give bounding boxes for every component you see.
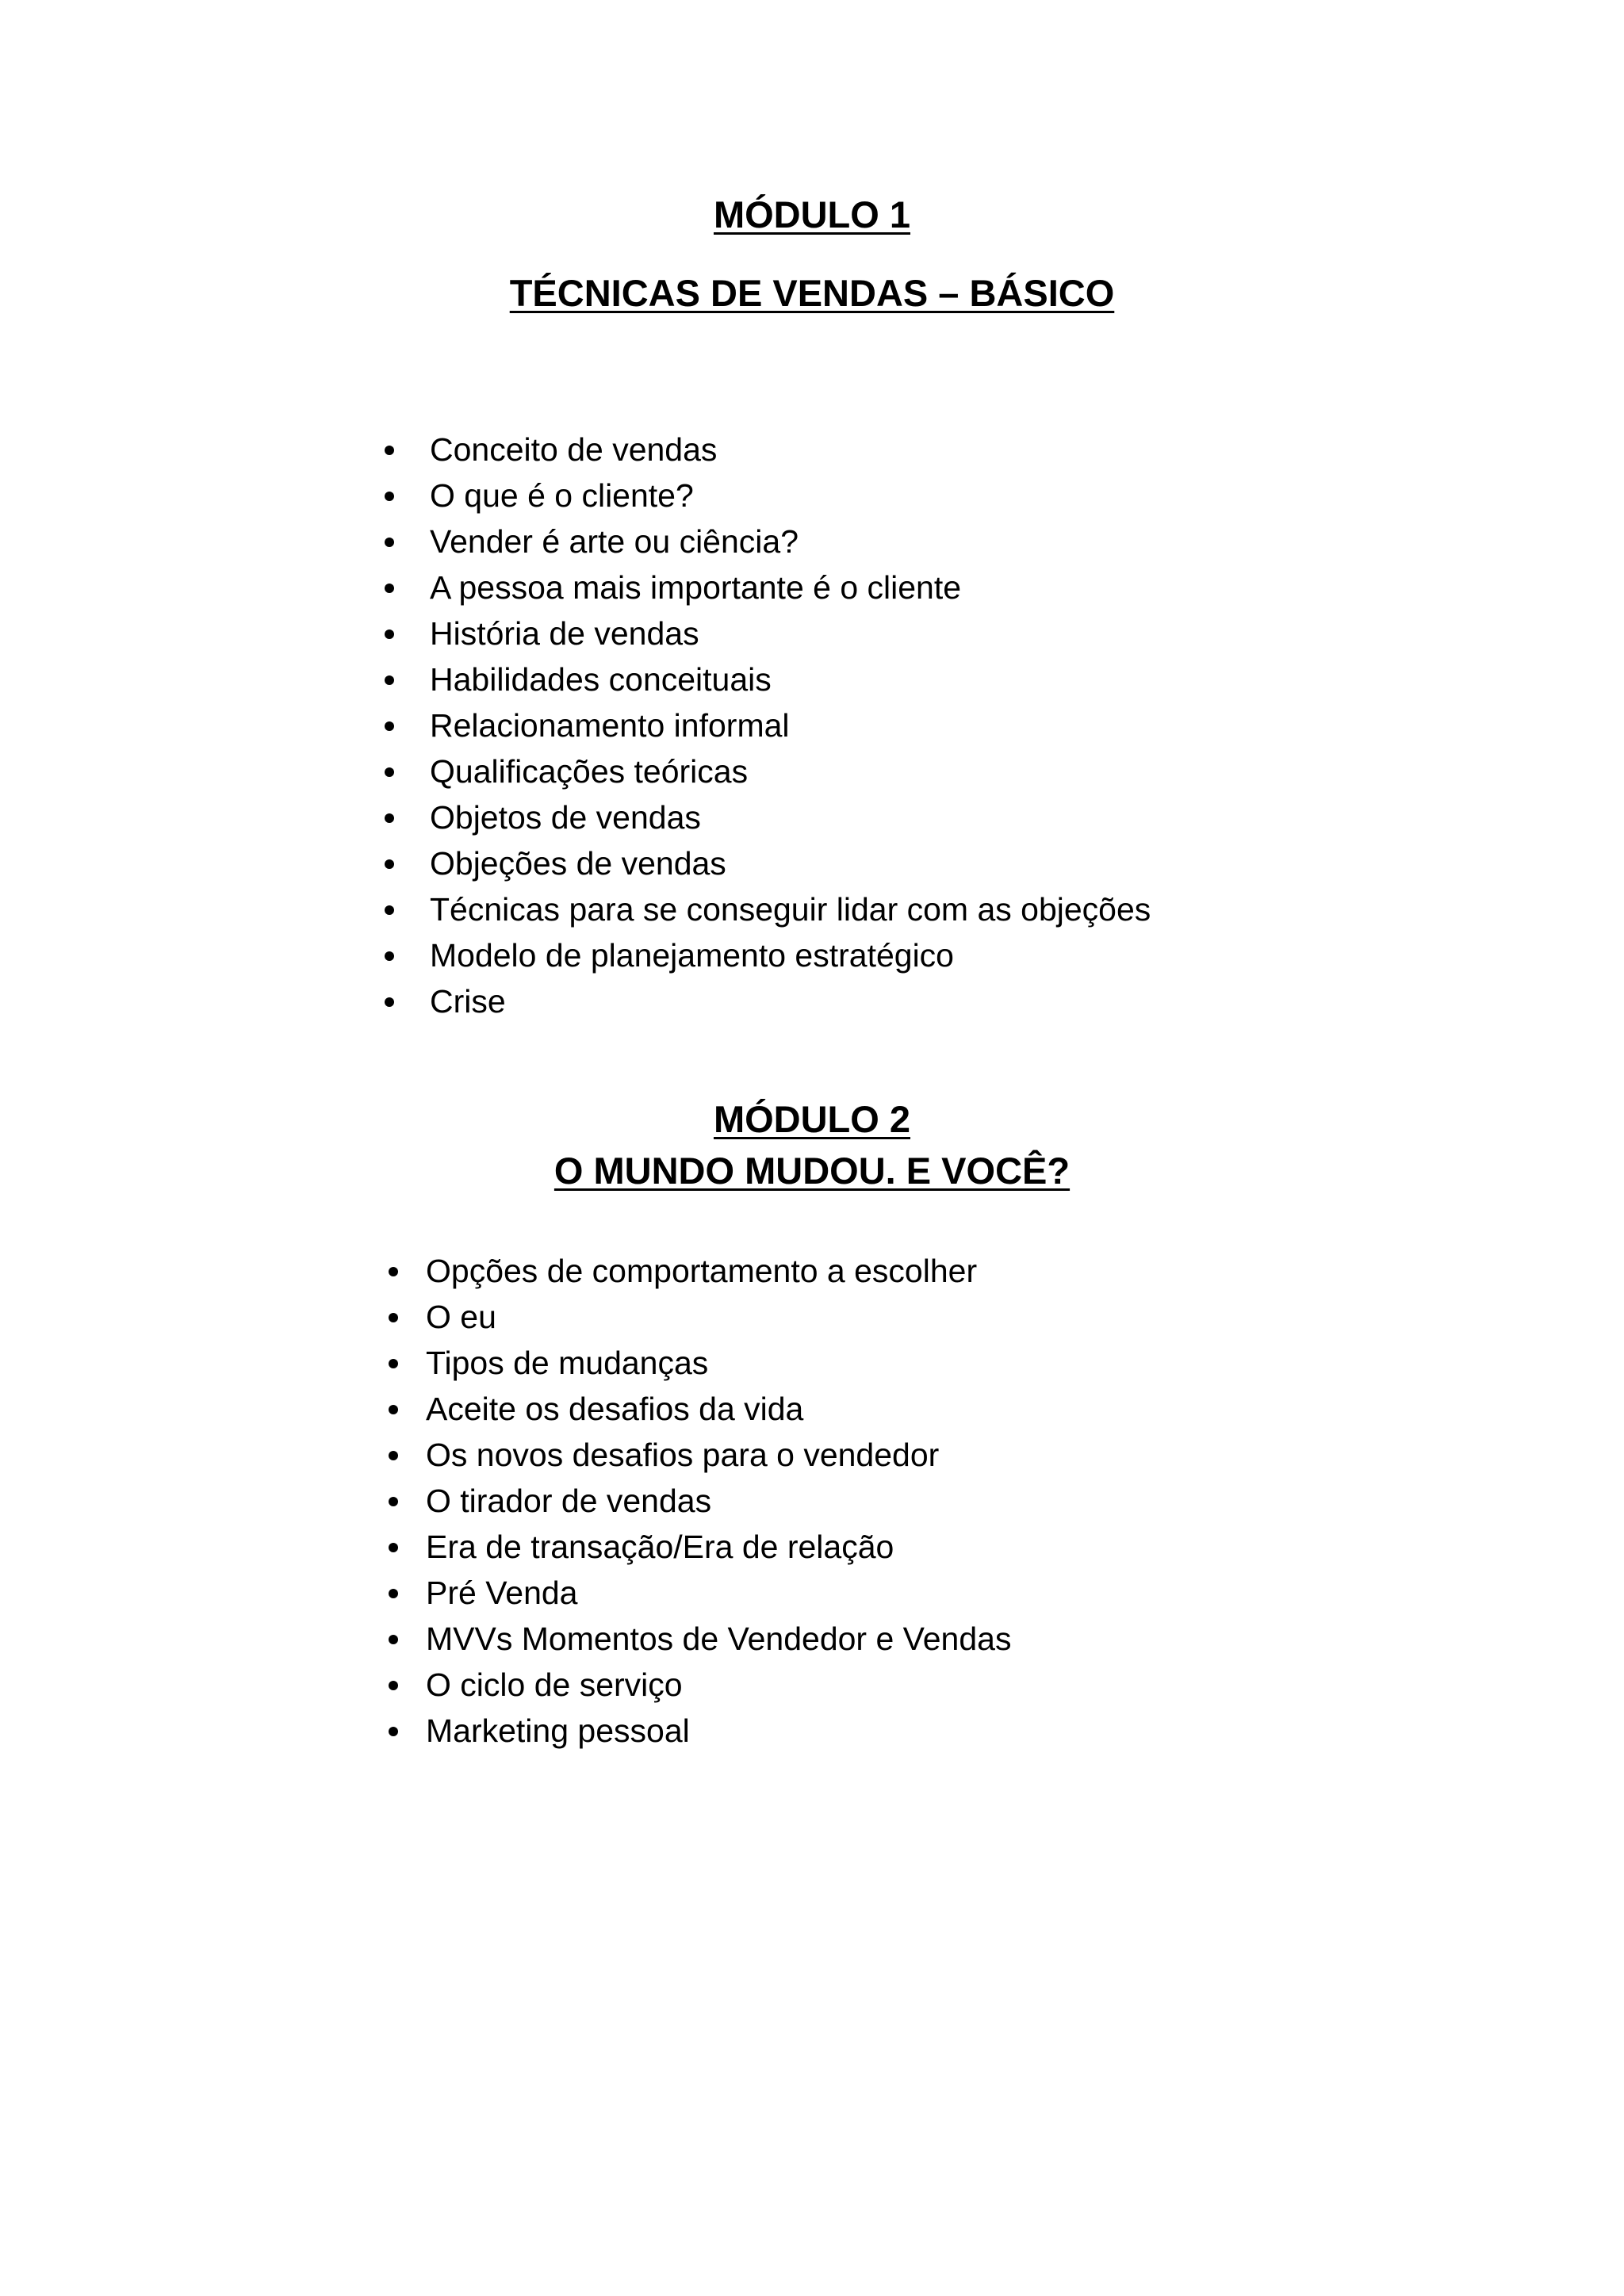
list-item: Habilidades conceituais — [385, 656, 1151, 702]
list-item: Objetos de vendas — [385, 794, 1151, 840]
list-item: Modelo de planejamento estratégico — [385, 932, 1151, 978]
list-item: Marketing pessoal — [389, 1708, 1011, 1754]
bullet-icon — [385, 538, 394, 547]
bullet-icon — [385, 905, 394, 915]
bullet-icon — [385, 584, 394, 593]
bullet-icon — [385, 721, 394, 731]
bullet-icon — [389, 1405, 398, 1414]
bullet-icon — [389, 1681, 398, 1690]
list-item: Técnicas para se conseguir lidar com as objeções — [385, 886, 1151, 932]
list-item: Opções de comportamento a escolher — [389, 1248, 1011, 1294]
bullet-icon — [385, 813, 394, 823]
list-item: Crise — [385, 978, 1151, 1024]
bullet-icon — [389, 1543, 398, 1552]
bullet-icon — [385, 446, 394, 455]
list-item: MVVs Momentos de Vendedor e Vendas — [389, 1616, 1011, 1662]
module-1-subtitle: TÉCNICAS DE VENDAS – BÁSICO — [509, 272, 1115, 314]
list-item: Qualificações teóricas — [385, 748, 1151, 794]
module-1-topic-list — [385, 427, 1151, 1024]
list-item: O tirador de vendas — [389, 1478, 1011, 1524]
list-item: Pré Venda — [389, 1570, 1011, 1616]
list-item: Conceito de vendas — [385, 427, 1151, 473]
list-item: O eu — [389, 1294, 1011, 1340]
bullet-icon — [385, 767, 394, 777]
list-item: O ciclo de serviço — [389, 1662, 1011, 1708]
list-item: Relacionamento informal — [385, 702, 1151, 748]
bullet-icon — [385, 951, 394, 961]
list-item: O que é o cliente? — [385, 473, 1151, 519]
module-2-topic-list — [389, 1248, 1011, 1754]
bullet-icon — [389, 1727, 398, 1736]
bullet-icon — [385, 492, 394, 501]
list-item: A pessoa mais importante é o cliente — [385, 564, 1151, 610]
list-item: Aceite os desafios da vida — [389, 1386, 1011, 1432]
list-item: Tipos de mudanças — [389, 1340, 1011, 1386]
bullet-icon — [385, 859, 394, 869]
list-item: Os novos desafios para o vendedor — [389, 1432, 1011, 1478]
bullet-icon — [385, 997, 394, 1007]
bullet-icon — [385, 675, 394, 685]
list-item: Objeções de vendas — [385, 840, 1151, 886]
bullet-icon — [385, 629, 394, 639]
bullet-icon — [389, 1267, 398, 1276]
bullet-icon — [389, 1359, 398, 1368]
bullet-icon — [389, 1313, 398, 1322]
list-item: História de vendas — [385, 610, 1151, 656]
module-2-title: MÓDULO 2 — [713, 1098, 911, 1140]
list-item: Era de transação/Era de relação — [389, 1524, 1011, 1570]
bullet-icon — [389, 1497, 398, 1506]
bullet-icon — [389, 1589, 398, 1598]
bullet-icon — [389, 1635, 398, 1644]
module-1-title: MÓDULO 1 — [713, 193, 911, 235]
bullet-icon — [389, 1451, 398, 1460]
module-2-subtitle: O MUNDO MUDOU. E VOCÊ? — [553, 1150, 1071, 1192]
list-item: Vender é arte ou ciência? — [385, 519, 1151, 564]
